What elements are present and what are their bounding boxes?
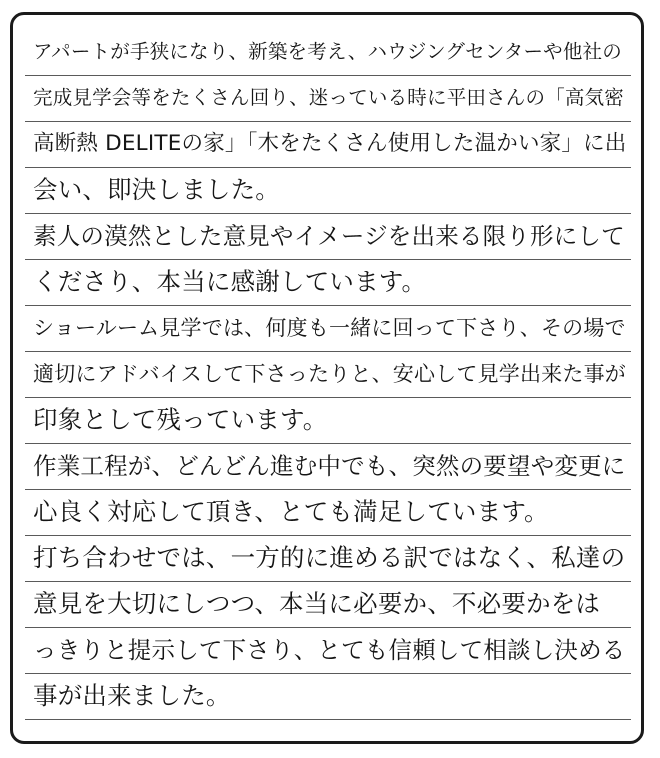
letter-line: 会い、即決しました。 — [33, 175, 280, 204]
letter-line: アパートが手狭になり、新築を考え、ハウジングセンターや他社の — [33, 40, 622, 63]
letter-line: 素人の漠然とした意見やイメージを出来る限り形にして — [33, 222, 625, 250]
handwritten-letter-card — [10, 12, 644, 744]
letter-line: 作業工程が、どんどん進む中でも、突然の要望や変更に — [33, 452, 626, 480]
letter-line: 印象として残っています。 — [33, 405, 328, 434]
letter-line: 心良く対応して頂き、とても満足しています。 — [33, 497, 549, 526]
letter-line: 打ち合わせでは、一方的に進める訳ではなく、私達の — [33, 543, 626, 572]
letter-line: 事が出来ました。 — [33, 681, 231, 710]
letter-line: くださり、本当に感謝しています。 — [33, 267, 427, 296]
ruled-line — [25, 719, 631, 720]
letter-line: ショールーム見学では、何度も一緒に回って下さり、その場で — [33, 316, 626, 340]
letter-line: 完成見学会等をたくさん回り、迷っている時に平田さんの「高気密 — [33, 86, 625, 109]
letter-line: っきりと提示して下さり、とても信頼して相談し決める — [33, 636, 626, 664]
letter-line: 意見を大切にしつつ、本当に必要か、不必要かをは — [33, 589, 601, 618]
letter-line: 適切にアドバイスして下さったりと、安心して見学出来た事が — [33, 362, 626, 386]
letter-line: 高断熱 DELITEの家」「木をたくさん使用した温かい家」に出 — [33, 131, 627, 156]
